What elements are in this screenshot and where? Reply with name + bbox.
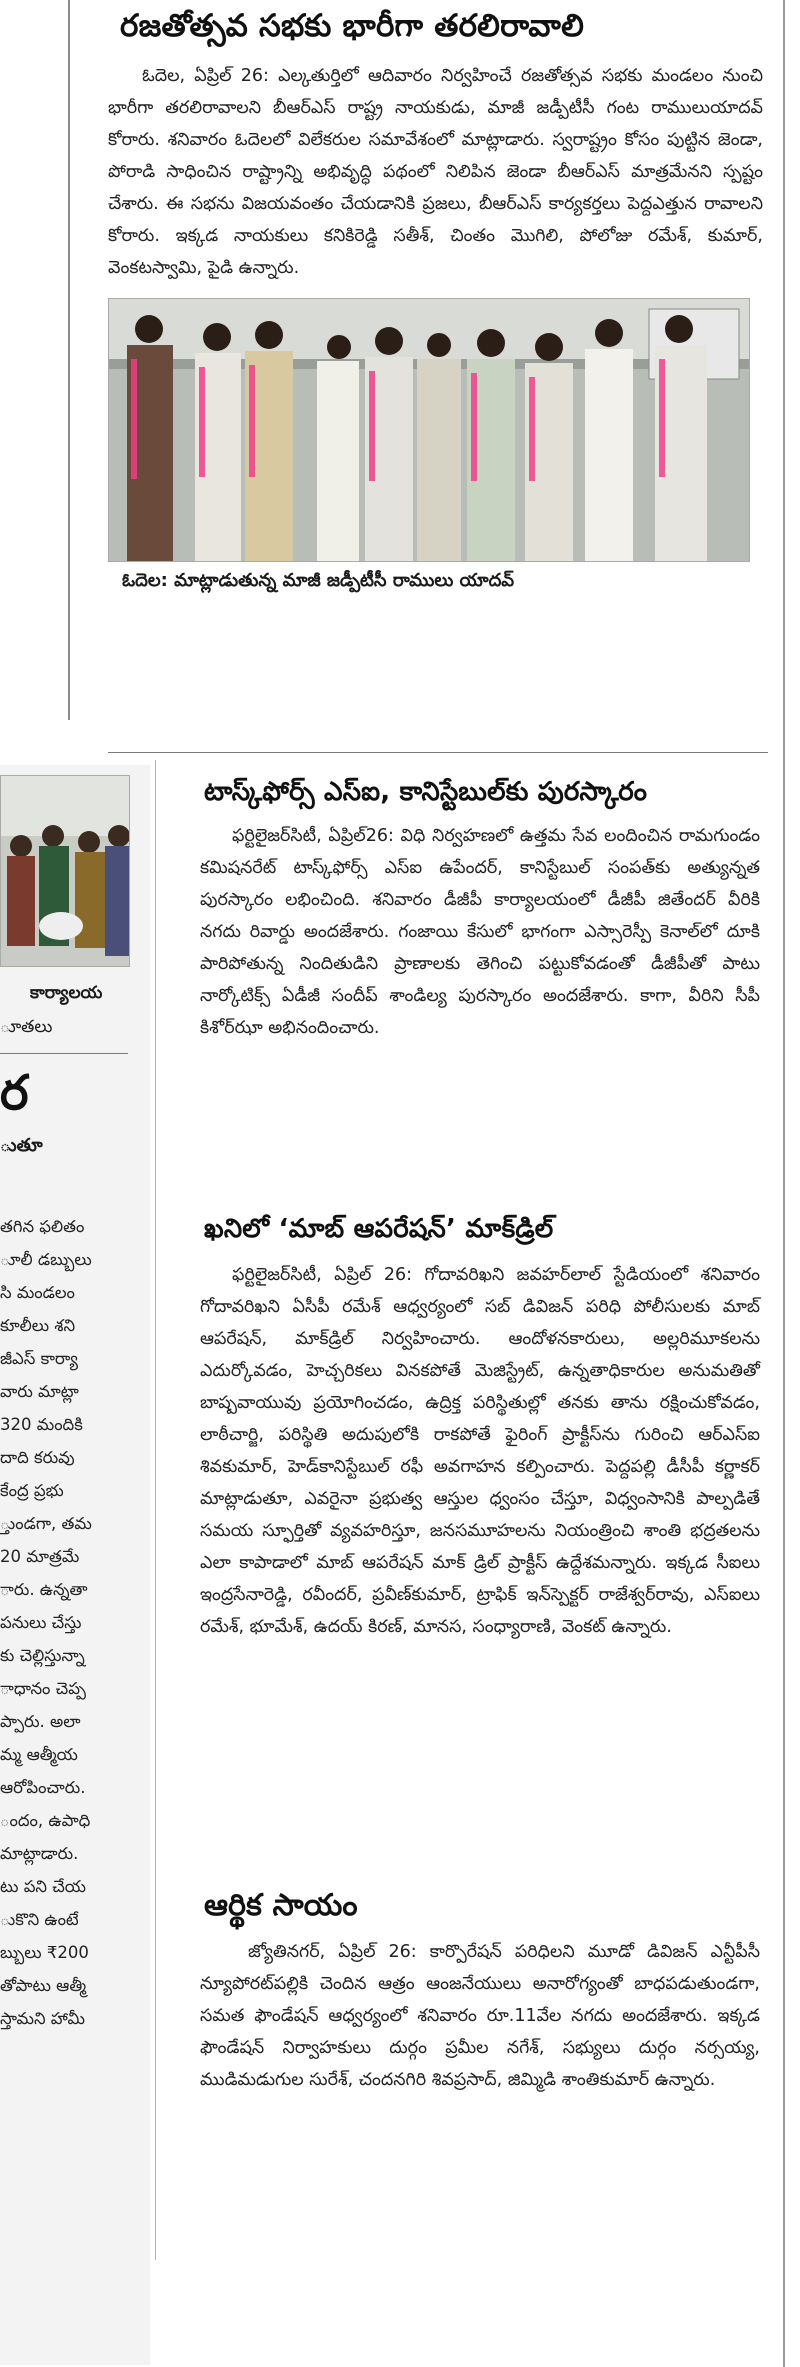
article3-body: ఫర్టిలైజర్‌సిటీ, ఏప్రిల్ 26: గోదావరిఖని జవహర్‌లాల్ స్టేడియంలో శనివారం గోదావరిఖని ఏసీపీ రమేశ్ ఆధ్వర్యంలో సబ్ డివిజన్ పరిధి పోలీసులకు మాబ్ ఆపరేషన్, మాక్‌డ్రిల్ నిర్వహించారు. ఆందోళనకారులు, అల్లరిమూకలను ఎదుర్కోవడం, హెచ్చరికలు వినకపోతే మెజిస్ట్రేట్, ఉన్నతాధికారుల అనుమతితో బాష్పవాయువు ప్రయోగించడం, ఉద్రిక్త పరిస్థితుల్లో తనకు తాను రక్షించుకోవడం, లాఠీచార్జి, పరిస్థితి అదుపులోకి రాకపోతే ఫైరింగ్ ప్రాక్టీస్‌ను గురించి ఆర్ఎస్ఐ శివకుమార్, హెడ్‌కానిస్టేబుల్ రఫీ అవగాహన కల్పించారు. పెద్దపల్లి డీసీపీ కర్ణాకర్ మాట్లాడుతూ, ఎవరైనా ప్రభుత్వ ఆస్తుల ధ్వంసం చేస్తూ, విధ్వంసానికి పాల్పడితే సమయ స్ఫూర్తితో వ్యవహరిస్తూ, జనసమూహలను నియంత్రించి శాంతి భద్రతలను ఎలా కాపాడాలో మాబ్ ఆపరేషన్ మాక్ డ్రిల్ ప్రాక్టీస్ ఉద్దేశమన్నారు. ఇక్కడ సీఐలు ఇంద్రసేనారెడ్డి, రవీందర్, ప్రవీణ్‌కుమార్, ట్రాఫిక్ ఇన్‌స్పెక్టర్ రాజేశ్వర్‌రావు, ఎస్ఐలు రమేశ్, భూమేశ్, ఉదయ్ కిరణ్, మానస, సంధ్యారాణి, వెంకట్ ఉన్నారు. bbox=[200, 1265, 760, 1637]
left-body-line: ాధానం చెప్ప bbox=[0, 1679, 86, 1698]
left-body-line: ారు. ఉన్నతా bbox=[0, 1580, 88, 1599]
left-body-line: వారు మాట్లా bbox=[0, 1382, 79, 1401]
article3-headline: ఖనిలో ‘మాబ్ ఆపరేషన్’ మాక్‌డ్రిల్ bbox=[204, 1214, 554, 1244]
left-body-line: 320 మందికి bbox=[0, 1415, 83, 1434]
article1-bottom-rule bbox=[108, 752, 768, 753]
article-rajatotsava bbox=[108, 0, 763, 595]
left-body-line: మాట్లాడారు. bbox=[0, 1844, 79, 1863]
left-subhead-fragment: ుతూ bbox=[0, 1135, 43, 1156]
article4-headline: ఆర్థిక సాయం bbox=[204, 1888, 358, 1923]
left-body-line: బ్బులు ₹200 bbox=[0, 1943, 89, 1962]
article2-headline: టాస్క్‌ఫోర్స్ ఎస్ఐ, కానిస్టేబుల్‌కు పురస్కారం bbox=[204, 777, 648, 807]
left-photo-caption-1: కార్యాలయ bbox=[30, 983, 103, 1003]
left-body-line: ్తుండగా, తమ bbox=[0, 1514, 92, 1533]
column-divider bbox=[155, 760, 156, 2260]
left-body-line: ందం, ఉపాధి bbox=[0, 1811, 91, 1830]
left-body-line: ఆరోపించారు. bbox=[0, 1778, 86, 1797]
article1-photo bbox=[108, 298, 750, 562]
article-mockdrill bbox=[200, 1205, 760, 1643]
left-body-line: ప్పారు. అలా bbox=[0, 1712, 81, 1731]
article-financial-aid bbox=[200, 1880, 760, 2096]
left-column-photo bbox=[0, 775, 130, 967]
article1-photo-caption: ఓదెల: మాట్లాడుతున్న మాజీ జడ్పీటీసీ రాములు యాదవ్ bbox=[122, 570, 515, 591]
left-body-line: కేంద్ర ప్రభు bbox=[0, 1481, 64, 1500]
left-body-line: జీఎస్ కార్యా bbox=[0, 1349, 78, 1368]
left-body-line: స్తామని హామీ bbox=[0, 2009, 85, 2028]
left-body-line: కూలీలు శని bbox=[0, 1316, 76, 1335]
left-body-line: ూలీ డబ్బులు bbox=[0, 1250, 92, 1269]
left-body-line: సి మండలం bbox=[0, 1283, 75, 1302]
women-group-photo bbox=[1, 776, 129, 966]
left-photo-caption-2: ూతలు bbox=[0, 1017, 53, 1037]
left-body-line: కు చెల్లిస్తున్నా bbox=[0, 1646, 85, 1665]
left-body-line: 20 మాత్రమే bbox=[0, 1547, 80, 1566]
leaders-group-photo bbox=[109, 299, 749, 561]
article-taskforce bbox=[200, 768, 760, 1044]
left-body-line: తగిన ఫలితం bbox=[0, 1217, 85, 1236]
left-body-line: ుకొని ఉంటే bbox=[0, 1910, 79, 1929]
article1-body: ఓదెల, ఏప్రిల్ 26: ఎల్కతుర్తిలో ఆదివారం నిర్వహించే రజతోత్సవ సభకు మండలం నుంచి భారీగా తరలిరావాలని బీఆర్ఎస్ రాష్ట్ర నాయకుడు, మాజీ జడ్పీటీసీ గంట రాములుయాదవ్ కోరారు. శనివారం ఓదెలలో విలేకరుల సమావేశంలో మాట్లాడారు. స్వరాష్ట్రం కోసం పుట్టిన జెండా, పోరాడి సాధించిన రాష్ట్రాన్ని అభివృద్ధి పథంలో నిలిపిన జెండా బీఆర్ఎస్ మాత్రమేనని స్పష్టం చేశారు. ఈ సభను విజయవంతం చేయడానికి ప్రజలు, బీఆర్ఎస్ కార్యకర్తలు పెద్దఎత్తున రావాలని కోరారు. ఇక్కడ నాయకులు కనికిరెడ్డి సతీశ్, చింతం మొగిలి, పోలోజు రమేశ్, కుమార్, వెంకటస్వామి, పైడి ఉన్నారు. bbox=[108, 66, 763, 278]
article2-body: ఫర్టిలైజర్‌సిటీ, ఏప్రిల్26: విధి నిర్వహణలో ఉత్తమ సేవ లందించిన రామగుండం కమిషనరేట్ టాస్క్‌ఫోర్స్ ఎస్ఐ ఉపేందర్, కానిస్టేబుల్ సంపత్‌కు అత్యున్నత పురస్కారం లభించింది. శనివారం డీజీపీ కార్యాలయంలో డీజీపీ జితేందర్ వీరికి నగదు రివార్డు అందజేశారు. గంజాయి కేసులో భాగంగా ఎస్సారెస్పీ కెనాల్‌లో దూకి పారిపోతున్న నిందితుడిని ప్రాణాలకు తెగించి పట్టుకోవడంతో డీజీపీతో పాటు నార్కోటిక్స్ ఏడీజీ సందీప్ శాండిల్య పురస్కారం అందజేశారు. కాగా, వీరిని సీపీ కిశోర్‌ఝా అభినందించారు. bbox=[200, 826, 760, 1038]
left-body-line: పనులు చేస్తు bbox=[0, 1613, 82, 1632]
left-body-line: దాది కరువు bbox=[0, 1448, 75, 1467]
left-body-line: టు పని చేయ bbox=[0, 1877, 87, 1896]
article4-body: జ్యోతినగర్, ఏప్రిల్ 26: కార్పొరేషన్ పరిధిలని మూడో డివిజన్ ఎన్టీపీసీ న్యూపోరట్‌పల్లికి చెందిన ఆత్రం ఆంజనేయులు అనారోగ్యంతో బాధపడుతుండగా, సమత ఫౌండేషన్ ఆధ్వర్యంలో శనివారం రూ.11వేల నగదు అందజేశారు. ఇక్కడ ఫౌండేషన్ నిర్వాహకులు దుర్గం ప్రమీల నగేశ్, సభ్యులు దుర్గం నర్సయ్య, ముడిమడుగుల సురేశ్, చందనగిరి శివప్రసాద్, జిమ్మిడి శాంతికుమార్ ఉన్నారు. bbox=[200, 1942, 760, 2090]
left-body-line: తోపాటు ఆత్మీ bbox=[0, 1976, 87, 1995]
left-column-top-rule bbox=[68, 0, 70, 720]
left-column-body bbox=[0, 1210, 150, 2035]
left-headline-fragment: ర bbox=[0, 1065, 29, 1121]
article1-headline: రజతోత్సవ సభకు భారీగా తరలిరావాలి bbox=[120, 8, 584, 44]
page-right-edge bbox=[783, 0, 785, 2367]
left-caption-rule bbox=[0, 1053, 128, 1054]
left-body-line: మ్మ ఆత్మీయ bbox=[0, 1745, 78, 1764]
